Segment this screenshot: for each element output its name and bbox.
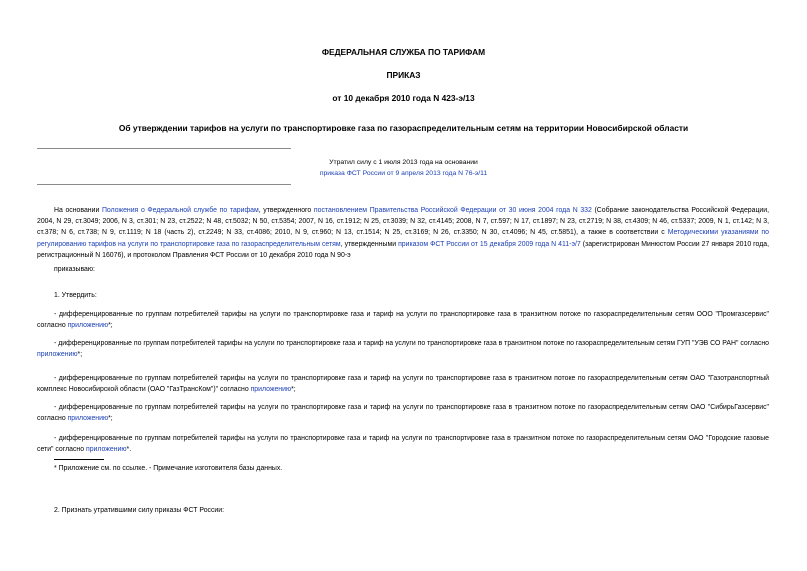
footnote-divider [54,459,104,460]
basis-paragraph [37,205,769,261]
list-item-tail: *. [126,446,132,454]
list-item-text: - дифференцированные по группам потребителей тарифы на услуги по транспортировке газа и тариф на услуги по транспортировке газа в транзитном потоке по газораспределительным сетям ОАО "Газотранспортный комплекс Новосибирской области (ОАО "ГазТрансКом")" согласно [37,375,769,394]
status-divider-top [37,148,291,149]
list-item-text: - дифференцированные по группам потребителей тарифы на услуги по транспортировке газа и тариф на услуги по транспортировке газа в транзитном потоке по газораспределительным сетям ОАО "Городские газовые сети" согласно [37,435,769,454]
ordered-paragraph: приказываю: [54,266,95,273]
list-item [37,338,769,360]
government-resolution-link[interactable]: постановлением Правительства Российской Федерации от 30 июня 2004 года N 332 [313,207,592,214]
basis-text-4: , утвержденными [340,240,399,248]
lost-force-order-link[interactable]: приказа ФСТ России от 9 апреля 2013 года N 76-э/11 [319,170,488,177]
appendix-link[interactable]: приложению [37,351,78,359]
basis-text-5: (зарегистрирован Минюстом России 27 января 2010 года, регистрационный N 16076), и протоколом Правления ФСТ России от 10 декабря 2010 года N 90-э [37,240,769,259]
list-item-text: - дифференцированные по группам потребителей тарифы на услуги по транспортировке газа и тариф на услуги по транспортировке газа в транзитном потоке по газораспределительным сетям ООО "Промгазсервис" согласно [37,311,769,330]
fst-regulation-link[interactable]: Положения о Федеральной службе по тарифам [101,207,259,214]
list-item [37,309,769,331]
basis-text-3: (Собрание законодательства Российской Федерации, 2004, N 29, ст.3049; 2006, N 3, ст.301; N 23, ст.2522; N 48, ст.5032; N 50, ст.5354; 2007, N 16, ст.1912; N 25, ст.3039; N 32, ст.4145; 2008, N 7, ст.597; N 17, ст.1897; N 23, ст.2719; N 38, ст.4309; N 46, ст.5337; 2009, N 1, ст.142; N 3, ст.378; N 6, ст.738; N 9, ст.1119; N 18 (часть 2), ст.2249; N 33, ст.4086; 2010, N 9, ст.960; N 13, ст.1514; N 25, ст.3169; N 26, ст.3350; N 30, ст.4096; N 45, ст.5851), а также в соответствии с [37,207,770,237]
agency-name: ФЕДЕРАЛЬНАЯ СЛУЖБА ПО ТАРИФАМ [321,47,486,57]
footnote: * Приложение см. по ссылке. - Примечание изготовителя базы данных. [54,465,283,472]
basis-text-2: , утвержденного [258,207,314,214]
fst-order-link[interactable]: приказом ФСТ России от 15 декабря 2009 года N 411-э/7 [398,240,581,248]
methodical-guidelines-link[interactable]: Методическими указаниями по регулированию тарифов на услуги по транспортировке газа по газораспределительным сетям [37,229,769,248]
status-divider-bottom [37,184,291,185]
list-item-tail: *; [108,322,113,330]
lost-force-note: Утратил силу с 1 июля 2013 года на основании [329,159,478,166]
document-title: Об утверждении тарифов на услуги по транспортировке газа по газораспределительным сетям на территории Новосибирской области [118,123,689,133]
list-item-tail: *; [291,386,296,394]
list-item [37,402,769,424]
appendix-link[interactable]: приложению [85,446,127,454]
list-item-tail: *; [108,415,113,423]
document-date-number: от 10 декабря 2010 года N 423-э/13 [332,93,475,103]
appendix-link[interactable]: приложению [67,415,109,423]
repeal-paragraph: 2. Признать утратившими силу приказы ФСТ России: [54,507,225,514]
lost-force-link-line [0,170,807,177]
list-item [37,373,769,395]
appendix-link[interactable]: приложению [250,386,292,394]
list-item-text: - дифференцированные по группам потребителей тарифы на услуги по транспортировке газа и тариф на услуги по транспортировке газа в транзитном потоке по газораспределительным сетям ОАО "СибирьГазсервис" согласно [37,404,769,423]
basis-text-1: На основании [54,207,102,214]
list-item-text: - дифференцированные по группам потребителей тарифы на услуги по транспортировке газа и тариф на услуги по транспортировке газа в транзитном потоке по газораспределительным сетям ГУП "УЭВ СО РАН" согласно [54,340,769,347]
list-item-tail: *; [77,351,83,359]
document-type: ПРИКАЗ [386,70,421,80]
appendix-link[interactable]: приложению [67,322,109,330]
approve-paragraph: 1. Утвердить: [54,292,97,299]
list-item [37,433,769,455]
